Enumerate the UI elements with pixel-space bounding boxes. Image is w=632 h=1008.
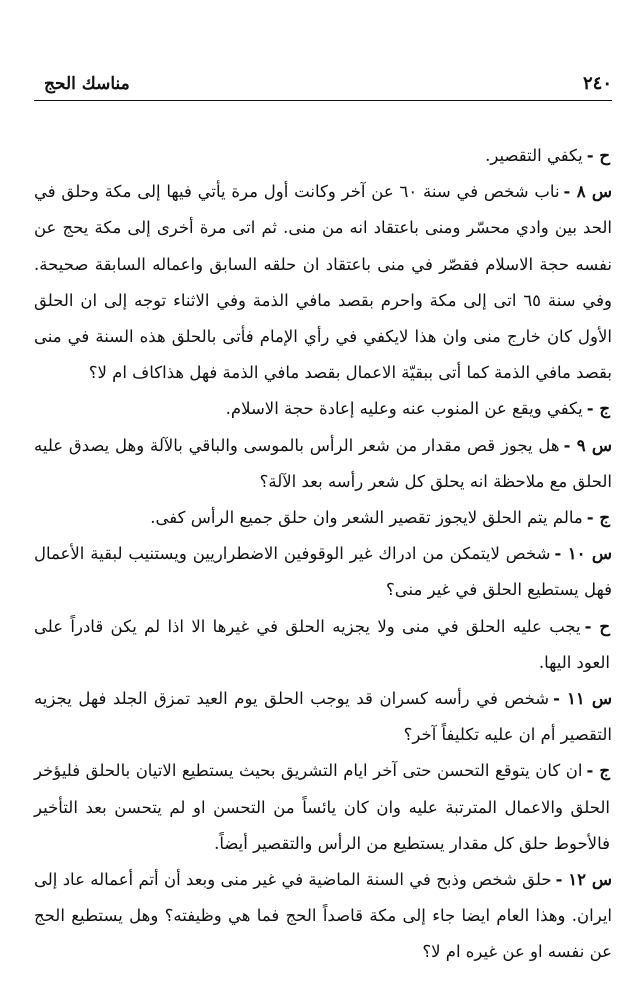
question-marker: س ٨ - [563, 182, 613, 202]
question-text: شخص في رأسه كسران قد يوجب الحلق يوم العيد تمزق الجلد فهل يجزيه التقصير أم ان عليه تكليفاً آخر؟ [34, 689, 612, 745]
answer-paragraph [34, 391, 612, 427]
question-marker: س ١٢ - [555, 870, 613, 890]
answer-text: يجب عليه الحلق في منى ولا يجزيه الحلق في غيرها الا اذا لم يكن قادراً على العود اليها. [34, 616, 610, 672]
answer-text: مالم يتم الحلق لايجوز تقصير الشعر وان حلق جميع الرأس كفى. [150, 508, 583, 528]
question-paragraph [34, 174, 612, 391]
question-marker: س ١١ - [553, 689, 612, 709]
question-paragraph [34, 862, 612, 971]
question-text: ناب شخص في سنة ٦٠ عن آخر وكانت أول مرة يأتي فيها إلى مكة وحلق في الحد بين وادي محسّر ومنى باعتقاد انه من منى. ثم اتى مرة أخرى إلى مكة يحج عن نفسه حجة الاسلام فقصّر في منى باعتقاد ان حلقه السابق واعماله السابقة صحيحة. وفي سنة ٦٥ اتى إلى مكة واحرم بقصد مافي الذمة وفي الاثناء توجه إلى ان الحلق الأول كان خارج منى وان هذا لايكفي في رأي الإمام فأتى بالحلق هذه السنة في منى بقصد مافي الذمة كما أتى ببقيّة الاعمال بقصد مافي الذمة فهل هذاكاف ام لا؟ [34, 182, 613, 383]
answer-paragraph [34, 609, 612, 681]
answer-marker: ج - [586, 399, 610, 419]
answer-paragraph [34, 500, 612, 536]
running-title: مناسك الحج [44, 74, 130, 94]
book-page [34, 72, 612, 972]
question-paragraph [34, 428, 612, 500]
question-paragraph [34, 536, 612, 608]
answer-text: يكفي التقصير. [485, 146, 583, 165]
page-number: ٢٤٠ [582, 73, 612, 94]
answer-text: يكفي ويقع عن المنوب عنه وعليه إعادة حجة الاسلام. [225, 399, 583, 419]
answer-marker: ح - [586, 146, 610, 165]
question-paragraph [34, 681, 612, 753]
header-rule [34, 100, 612, 101]
answer-text: ان كان يتوقع التحسن حتى آخر ايام التشريق بحيث يستطيع الاتيان بالحلق فليؤخر الحلق والاعمال المترتبة عليه وان كان يائساً من التحسن او لم يتحسن بعد التأخير فالأحوط حلق كل مقدار يستطيع من الرأس والتقصير أيضاً. [34, 761, 610, 853]
question-text: شخص لايتمكن من ادراك غير الوقوفين الاضطراريين ويستنيب لبقية الأعمال فهل يستطيع الحلق في غير منى؟ [34, 544, 612, 600]
page-header [34, 72, 612, 102]
answer-marker: ح - [584, 616, 610, 636]
page-body [34, 138, 612, 971]
answer-marker: ج - [586, 761, 610, 781]
question-text: حلق شخص وذبح في السنة الماضية في غير منى وبعد أن أتم أعماله عاد إلى ايران. وهذا العام ايضا جاء إلى مكة قاصداً الحج فما هي وظيفته؟ وهل يستطيع الحج عن نفسه او عن غيره ام لا؟ [34, 870, 612, 962]
question-marker: س ٩ - [563, 435, 612, 455]
answer-marker: ج - [586, 508, 610, 528]
answer-paragraph [34, 753, 612, 862]
question-text: هل يجوز قص مقدار من شعر الرأس بالموسى والباقي بالآلة وهل يصدق عليه الحلق مع ملاحظة انه يحلق كل شعر رأسه بعد الآلة؟ [34, 435, 612, 491]
question-marker: س ١٠ - [554, 544, 612, 564]
answer-paragraph [34, 138, 612, 174]
